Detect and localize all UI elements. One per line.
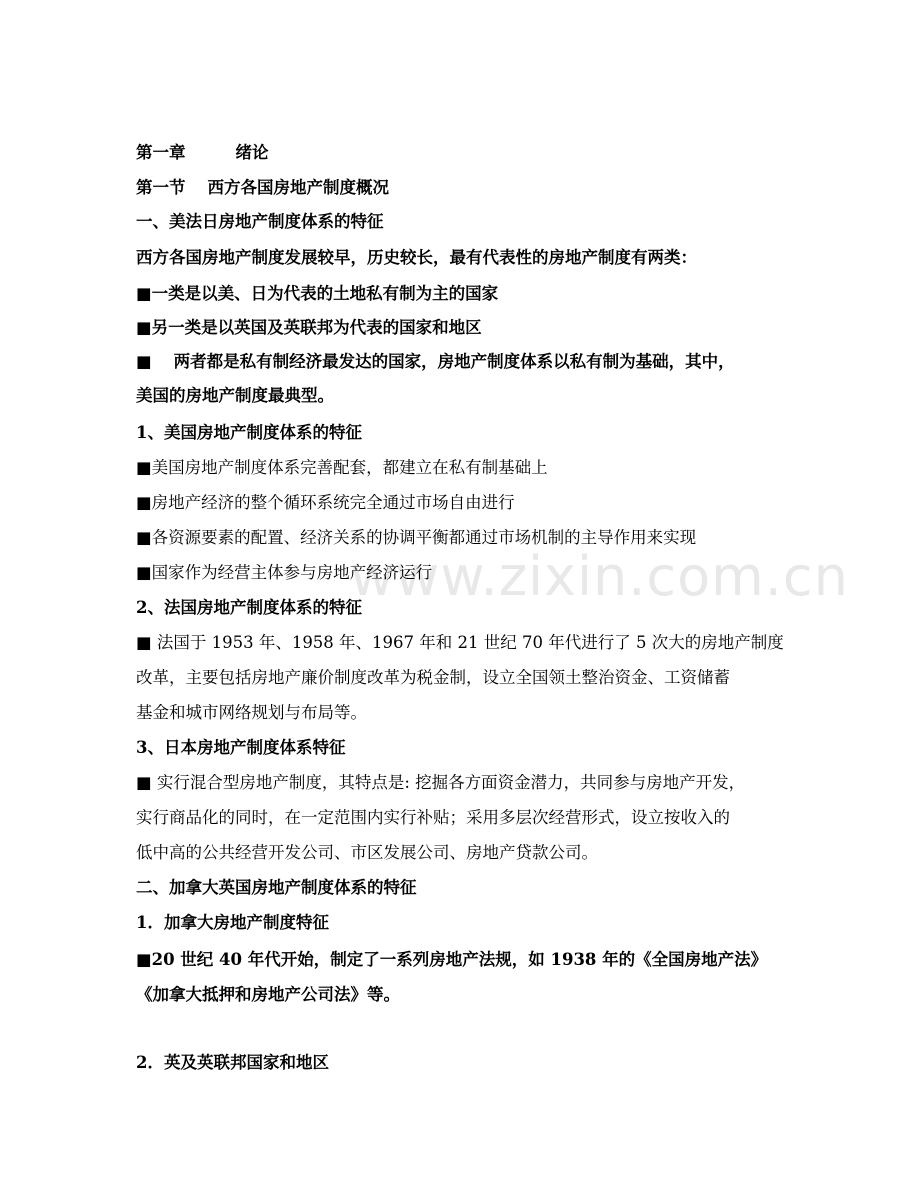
us-item-4: ■国家作为经营主体参与房地产经济运行 — [136, 563, 433, 582]
japan-line-1: ■ 实行混合型房地产制度，其特点是: 挖掘各方面资金潜力，共同参与房地产开发， — [136, 773, 746, 792]
bullet-1: ■一类是以美、日为代表的土地私有制为主的国家 — [136, 284, 499, 303]
section-heading — [136, 178, 796, 198]
bullet-3-text: 两者都是私有制经济最发达的国家，房地产制度体系以私有制为基础，其中， — [173, 352, 735, 371]
france-line-3: 基金和城市网络规划与布局等。 — [136, 703, 367, 722]
bullet-3-marker: ■ — [136, 352, 152, 371]
bullet-3-line1 — [136, 352, 796, 372]
chapter-heading — [136, 143, 796, 163]
japan-line-3: 低中高的公共经营开发公司、市区发展公司、房地产贷款公司。 — [136, 843, 598, 862]
canada-title: 1．加拿大房地产制度特征 — [136, 913, 329, 932]
section-title: 西方各国房地产制度概况 — [207, 178, 389, 197]
japan-line-2: 实行商品化的同时，在一定范围内实行补贴；采用多层次经营形式，设立按收入的 — [136, 808, 730, 827]
watermark: www.zixin.com.cn — [350, 545, 849, 608]
canada-line-1: ■20 世纪 40 年代开始，制定了一系列房地产法规，如 1938 年的《全国房地产法》 — [136, 950, 768, 969]
canada-line-2: 《加拿大抵押和房地产公司法》等。 — [136, 985, 400, 1004]
us-item-2: ■房地产经济的整个循环系统完全通过市场自由进行 — [136, 493, 515, 512]
subheading-us: 1、美国房地产制度体系的特征 — [136, 423, 362, 442]
chapter-title: 绪论 — [235, 143, 269, 162]
france-line-1: ■ 法国于 1953 年、1958 年、1967 年和 21 世纪 70 年代进行了 5 次大的房地产制度 — [136, 633, 784, 652]
heading-1: 一、美法日房地产制度体系的特征 — [136, 212, 384, 231]
us-item-3: ■各资源要素的配置、经济关系的协调平衡都通过市场机制的主导作用来实现 — [136, 528, 697, 547]
chapter-label: 第一章 — [136, 143, 186, 162]
bullet-3-line2: 美国的房地产制度最典型。 — [136, 386, 334, 405]
heading-2: 二、加拿大英国房地产制度体系的特征 — [136, 878, 417, 897]
bullet-2: ■另一类是以英国及英联邦为代表的国家和地区 — [136, 318, 482, 337]
us-item-1: ■美国房地产制度体系完善配套，都建立在私有制基础上 — [136, 458, 548, 477]
france-line-2: 改革，主要包括房地产廉价制度改革为税金制，设立全国领土整治资金、工资储蓄 — [136, 668, 730, 687]
intro-paragraph: 西方各国房地产制度发展较早，历史较长，最有代表性的房地产制度有两类： — [136, 248, 697, 267]
uk-title: 2．英及英联邦国家和地区 — [136, 1053, 329, 1072]
section-label: 第一节 — [136, 178, 186, 197]
subheading-japan: 3、日本房地产制度体系特征 — [136, 738, 346, 757]
subheading-france: 2、法国房地产制度体系的特征 — [136, 598, 362, 617]
